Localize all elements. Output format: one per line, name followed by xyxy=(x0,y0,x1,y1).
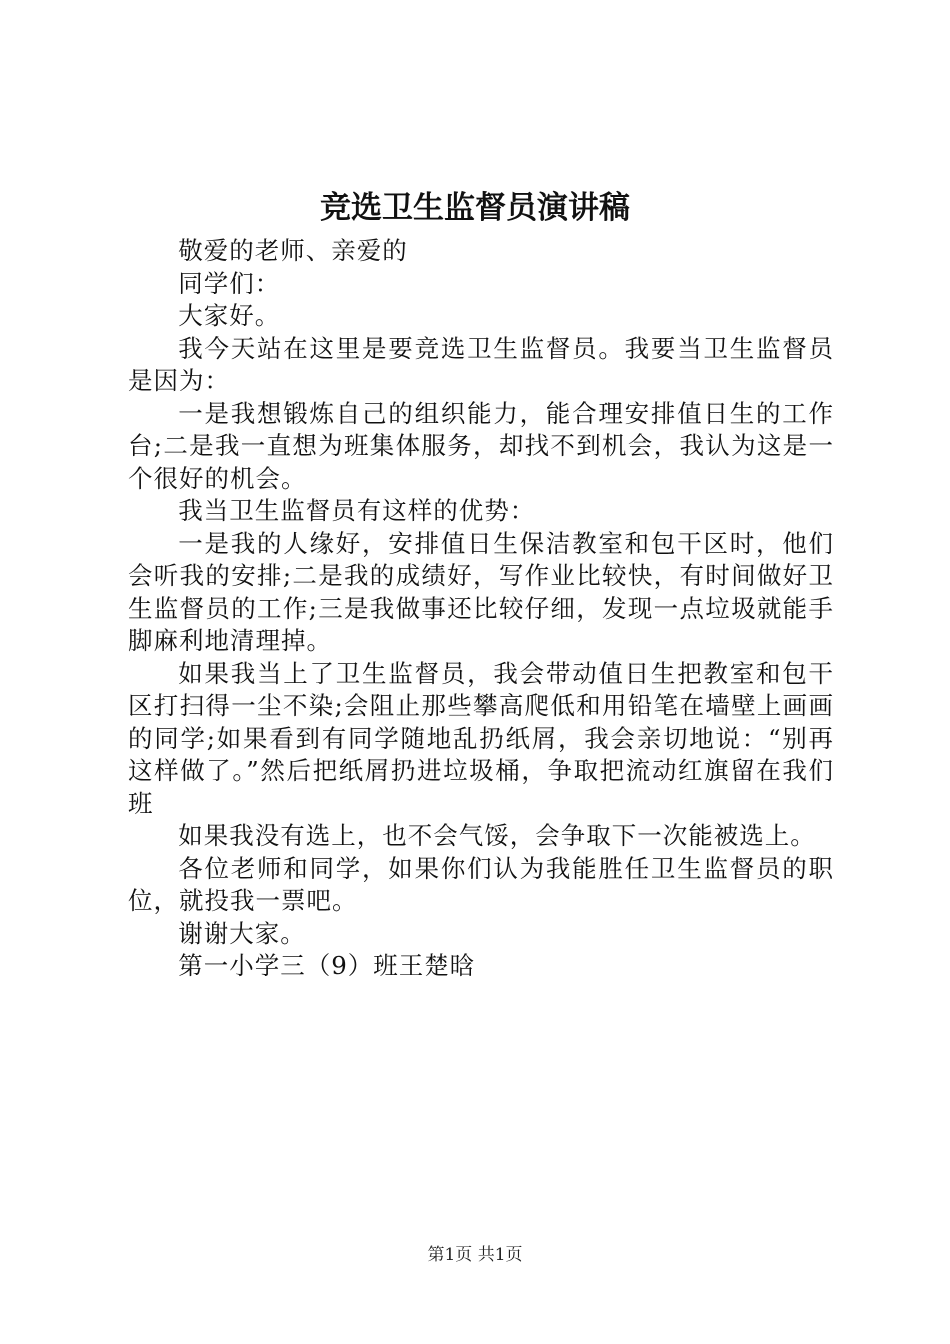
greeting-line-3: 大家好。 xyxy=(178,301,281,330)
paragraph-advantages: 一是我的人缘好，安排值日生保洁教室和包干区时，他们会听我的安排;二是我的成绩好，写作业比较快，有时间做好卫生监督员的工作;三是我做事还比较仔细，发现一点垃圾就能手脚麻利地清理掉。 xyxy=(128,528,834,655)
paragraph-thanks: 谢谢大家。 xyxy=(178,918,306,948)
document-title: 竞选卫生监督员演讲稿 xyxy=(320,190,630,226)
paragraph-intro: 我今天站在这里是要竞选卫生监督员。我要当卫生监督员是因为： xyxy=(128,333,834,395)
page-footer: 第1页 共1页 xyxy=(427,1245,523,1265)
greeting-line-1: 敬爱的老师、亲爱的 xyxy=(178,236,408,265)
greeting-line-2: 同学们： xyxy=(178,268,281,298)
paragraph-reasons: 一是我想锻炼自己的组织能力，能合理安排值日生的工作台;二是我一直想为班集体服务，却找不到机会，我认为这是一个很好的机会。 xyxy=(128,398,834,493)
document-body xyxy=(128,235,834,983)
paragraph-plans: 如果我当上了卫生监督员，我会带动值日生把教室和包干区打扫得一尘不染;会阻止那些攀高爬低和用铅笔在墙壁上画画的同学;如果看到有同学随地乱扔纸屑，我会亲切地说：“别再这样做了。”然后把纸屑扔进垃圾桶，争取把流动红旗留在我们班 xyxy=(128,658,834,818)
paragraph-appeal: 各位老师和同学，如果你们认为我能胜任卫生监督员的职位，就投我一票吧。 xyxy=(128,853,834,915)
paragraph-signature: 第一小学三（9）班王楚晗 xyxy=(178,951,476,980)
paragraph-if-not-elected: 如果我没有选上，也不会气馁，会争取下一次能被选上。 xyxy=(178,821,816,850)
paragraph-advantages-heading: 我当卫生监督员有这样的优势： xyxy=(178,496,536,525)
